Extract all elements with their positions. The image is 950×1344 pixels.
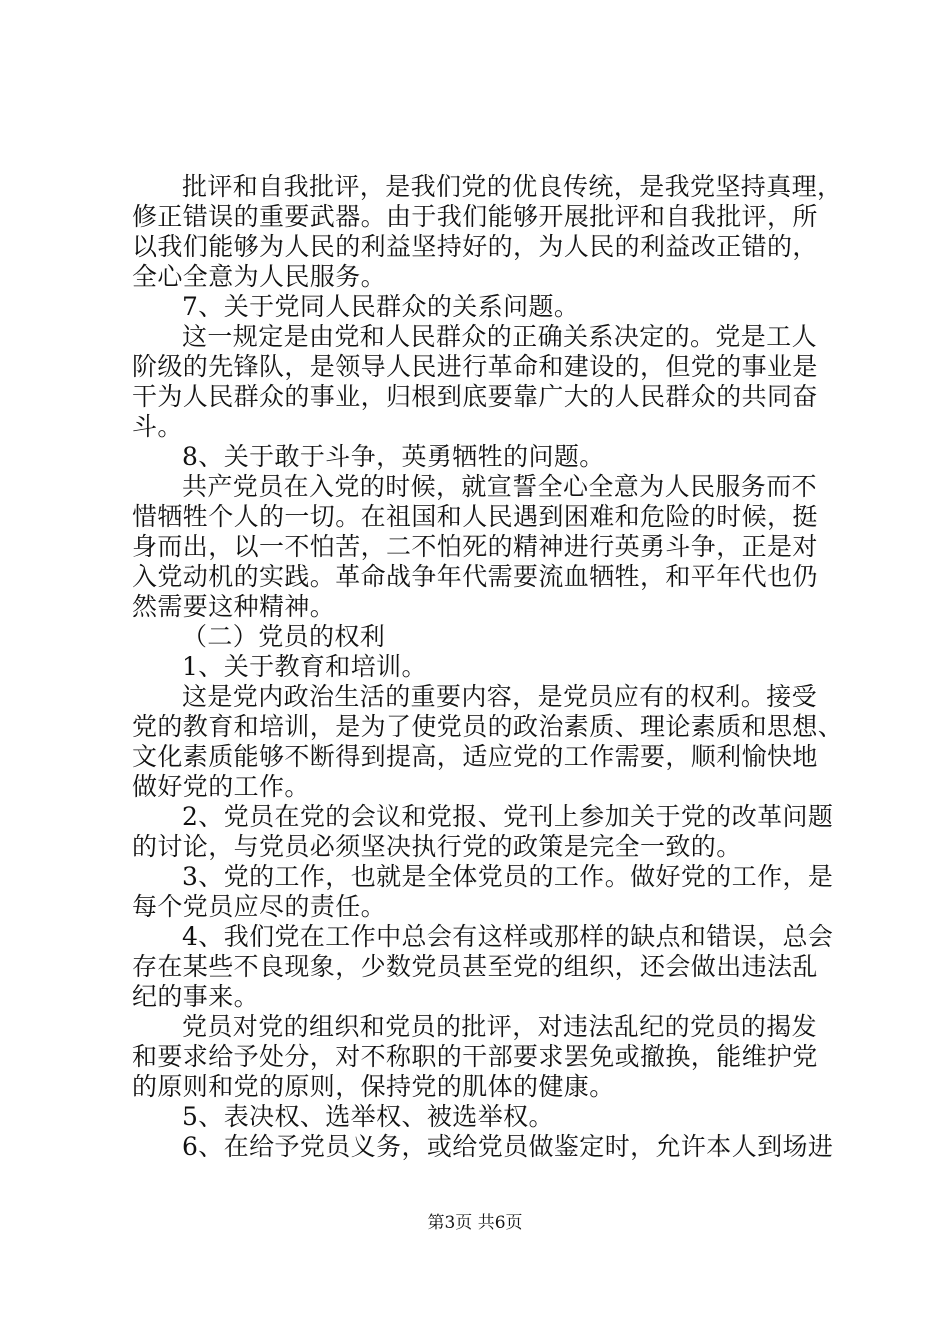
text-line: 5、表决权、选举权、被选举权。 bbox=[182, 1102, 554, 1131]
text-line: 4、我们党在工作中总会有这样或那样的缺点和错误，总会 bbox=[182, 922, 834, 951]
text-line: 然需要这种精神。 bbox=[132, 592, 336, 621]
text-line: 和要求给予处分，对不称职的干部要求罢免或撤换，能维护党 bbox=[132, 1042, 818, 1071]
page-footer: 第3页 共6页 bbox=[427, 1213, 523, 1233]
text-line: 纪的事来。 bbox=[132, 982, 260, 1011]
text-line: 干为人民群众的事业，归根到底要靠广大的人民群众的共同奋 bbox=[132, 382, 818, 411]
text-line: 文化素质能够不断得到提高，适应党的工作需要，顺利愉快地 bbox=[132, 742, 818, 771]
text-line: 批评和自我批评，是我们党的优良传统，是我党坚持真理， bbox=[182, 172, 843, 201]
text-line: 身而出，以一不怕苦，二不怕死的精神进行英勇斗争，正是对 bbox=[132, 532, 818, 561]
text-line: 阶级的先锋队，是领导人民进行革命和建设的，但党的事业是 bbox=[132, 352, 818, 381]
text-line: 惜牺牲个人的一切。在祖国和人民遇到困难和危险的时候，挺 bbox=[132, 502, 818, 531]
text-line: 的原则和党的原则，保持党的肌体的健康。 bbox=[132, 1072, 615, 1101]
text-line: 党的教育和培训，是为了使党员的政治素质、理论素质和思想、 bbox=[132, 712, 844, 741]
text-line: 做好党的工作。 bbox=[132, 772, 310, 801]
text-line: 全心全意为人民服务。 bbox=[132, 262, 387, 291]
text-line: 每个党员应尽的责任。 bbox=[132, 892, 387, 921]
text-line: 6、在给予党员义务，或给党员做鉴定时，允许本人到场进 bbox=[182, 1132, 834, 1161]
text-line: 修正错误的重要武器。由于我们能够开展批评和自我批评，所 bbox=[132, 202, 818, 231]
text-line: 这一规定是由党和人民群众的正确关系决定的。党是工人 bbox=[182, 322, 818, 351]
text-line: 这是党内政治生活的重要内容，是党员应有的权利。接受 bbox=[182, 682, 818, 711]
text-line: 入党动机的实践。革命战争年代需要流血牺牲，和平年代也仍 bbox=[132, 562, 818, 591]
text-line: 3、党的工作，也就是全体党员的工作。做好党的工作，是 bbox=[182, 862, 834, 891]
text-line: 以我们能够为人民的利益坚持好的，为人民的利益改正错的， bbox=[132, 232, 818, 261]
text-line: 7、关于党同人民群众的关系问题。 bbox=[182, 292, 580, 321]
text-line: 的讨论，与党员必须坚决执行党的政策是完全一致的。 bbox=[132, 832, 742, 861]
text-line: 1、关于教育和培训。 bbox=[182, 652, 427, 681]
text-line: （二）党员的权利 bbox=[182, 622, 386, 651]
text-line: 共产党员在入党的时候，就宣誓全心全意为人民服务而不 bbox=[182, 472, 818, 501]
text-line: 8、关于敢于斗争，英勇牺牲的问题。 bbox=[182, 442, 605, 471]
text-line: 党员对党的组织和党员的批评，对违法乱纪的党员的揭发 bbox=[182, 1012, 818, 1041]
text-line: 2、党员在党的会议和党报、党刊上参加关于党的改革问题 bbox=[182, 802, 834, 831]
text-line: 斗。 bbox=[132, 412, 183, 441]
text-line: 存在某些不良现象，少数党员甚至党的组织，还会做出违法乱 bbox=[132, 952, 818, 981]
document-body bbox=[132, 172, 844, 1162]
